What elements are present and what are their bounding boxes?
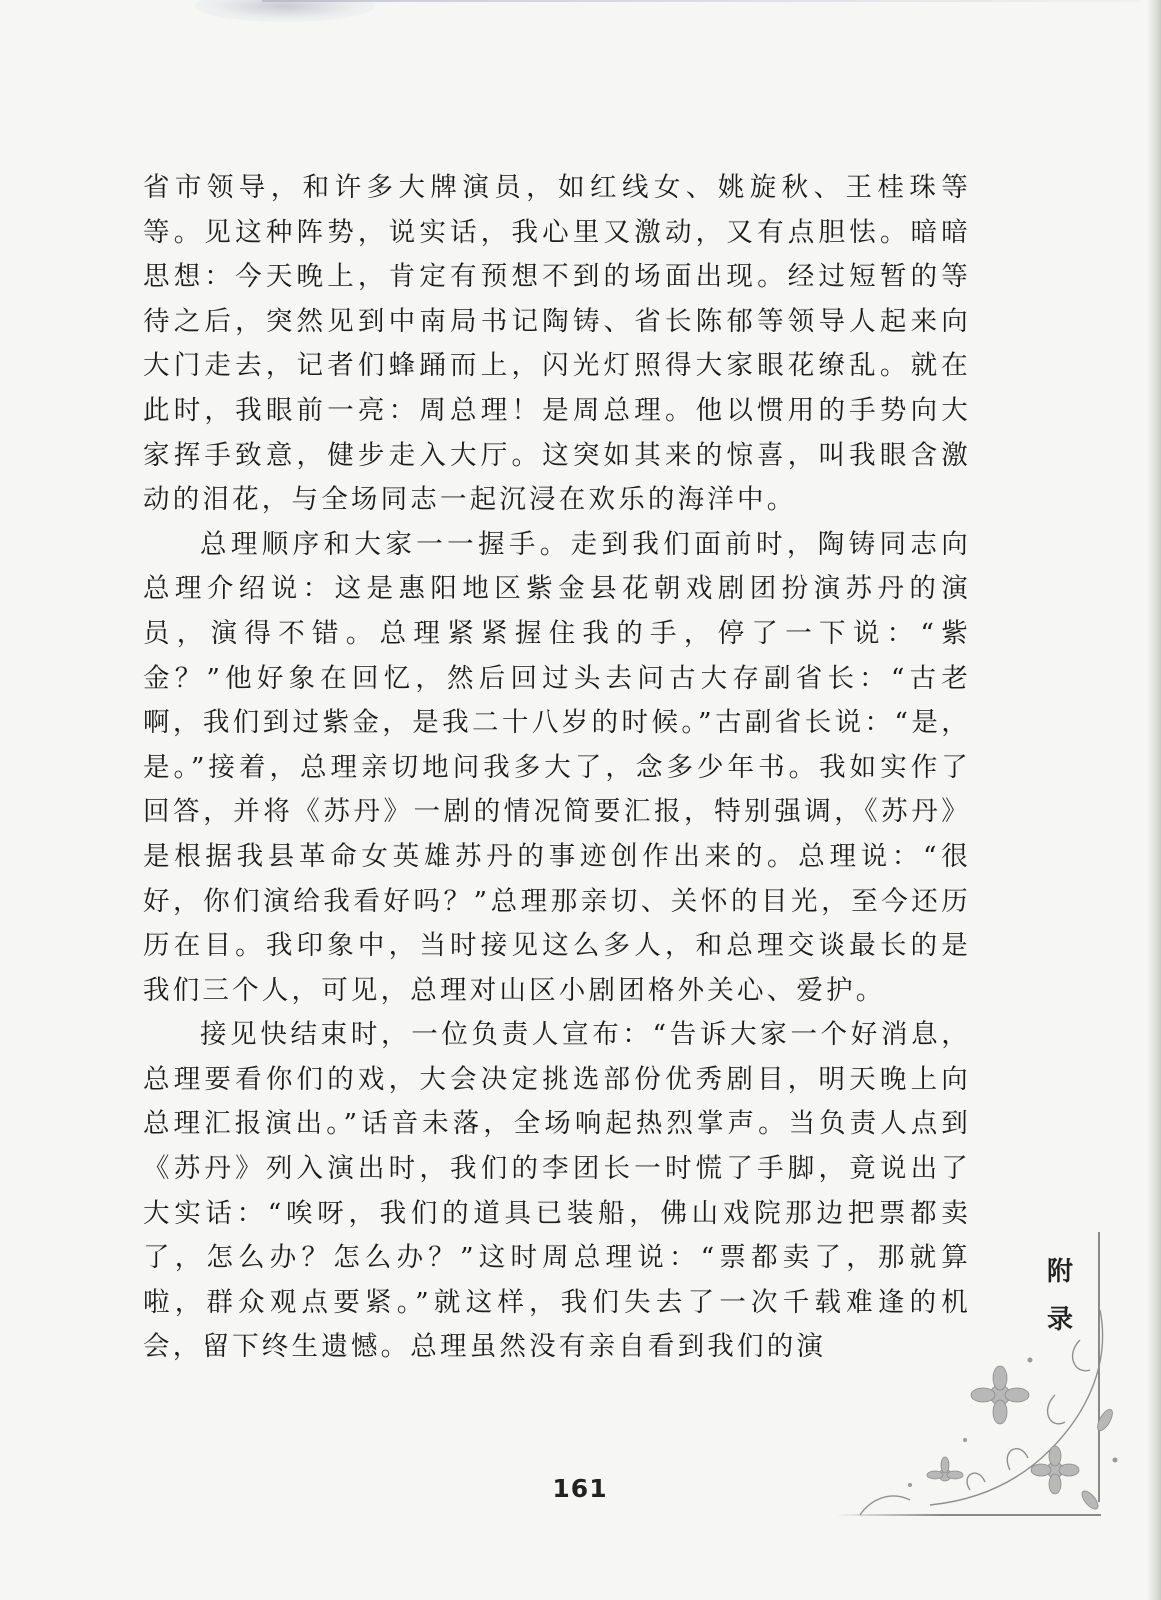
body-text (143, 166, 971, 1370)
floral-ornament-icon (850, 1300, 1150, 1540)
section-label-char-2: 录 (1046, 1305, 1073, 1335)
section-label-char-1: 附 (1046, 1257, 1073, 1287)
scan-smudge (195, 0, 375, 22)
top-edge-shadow (262, 0, 1142, 2)
paragraph-1: 省市领导，和许多大牌演员，如红线女、姚旋秋、王桂珠等等。见这种阵势，说实话，我心里又激动，又有点胆怯。暗暗思想：今天晚上，肯定有预想不到的场面出现。经过短暂的等待之后，突然见到中南局书记陶铸、省长陈郁等领导人起来向大门走去，记者们蜂踊而上，闪光灯照得大家眼花缭乱。就在此时，我眼前一亮：周总理！是周总理。他以惯用的手势向大家挥手致意，健步走入大厅。这突如其来的惊喜，叫我眼含激动的泪花，与全场同志一起沉浸在欢乐的海洋中。 (143, 172, 971, 516)
paragraph-2: 总理顺序和大家一一握手。走到我们面前时，陶铸同志向总理介绍说：这是惠阳地区紫金县花朝戏剧团扮演苏丹的演员，演得不错。总理紧紧握住我的手，停了一下说：“紫金？”他好象在回忆，然后回过头去问古大存副省长：“古老啊，我们到过紫金，是我二十八岁的时候。”古副省长说：“是，是。”接着，总理亲切地问我多大了，念多少年书。我如实作了回答，并将《苏丹》一剧的情况简要汇报，特别强调，《苏丹》是根据我县革命女英雄苏丹的事迹创作出来的。总理说：“很好，你们演给我看好吗？”总理那亲切、关怀的目光，至今还历历在目。我印象中，当时接见这么多人，和总理交谈最长的是我们三个人，可见，总理对山区小剧团格外关心、爱护。 (143, 528, 971, 1006)
page-number: 161 (552, 1474, 608, 1503)
paragraph-3: 接见快结束时，一位负责人宣布：“告诉大家一个好消息，总理要看你们的戏，大会决定挑选部份优秀剧目，明天晚上向总理汇报演出。”话音未落，全场响起热烈掌声。当负责人点到《苏丹》列入演出时，我们的李团长一时慌了手脚，竟说出了大实话：“唉呀，我们的道具已装船，佛山戏院那边把票都卖了，怎么办？怎么办？”这时周总理说：“票都卖了，那就算啦，群众观点要紧。”就这样，我们失去了一次千载难逢的机会，留下终生遗憾。总理虽然没有亲自看到我们的演 (143, 1019, 971, 1363)
